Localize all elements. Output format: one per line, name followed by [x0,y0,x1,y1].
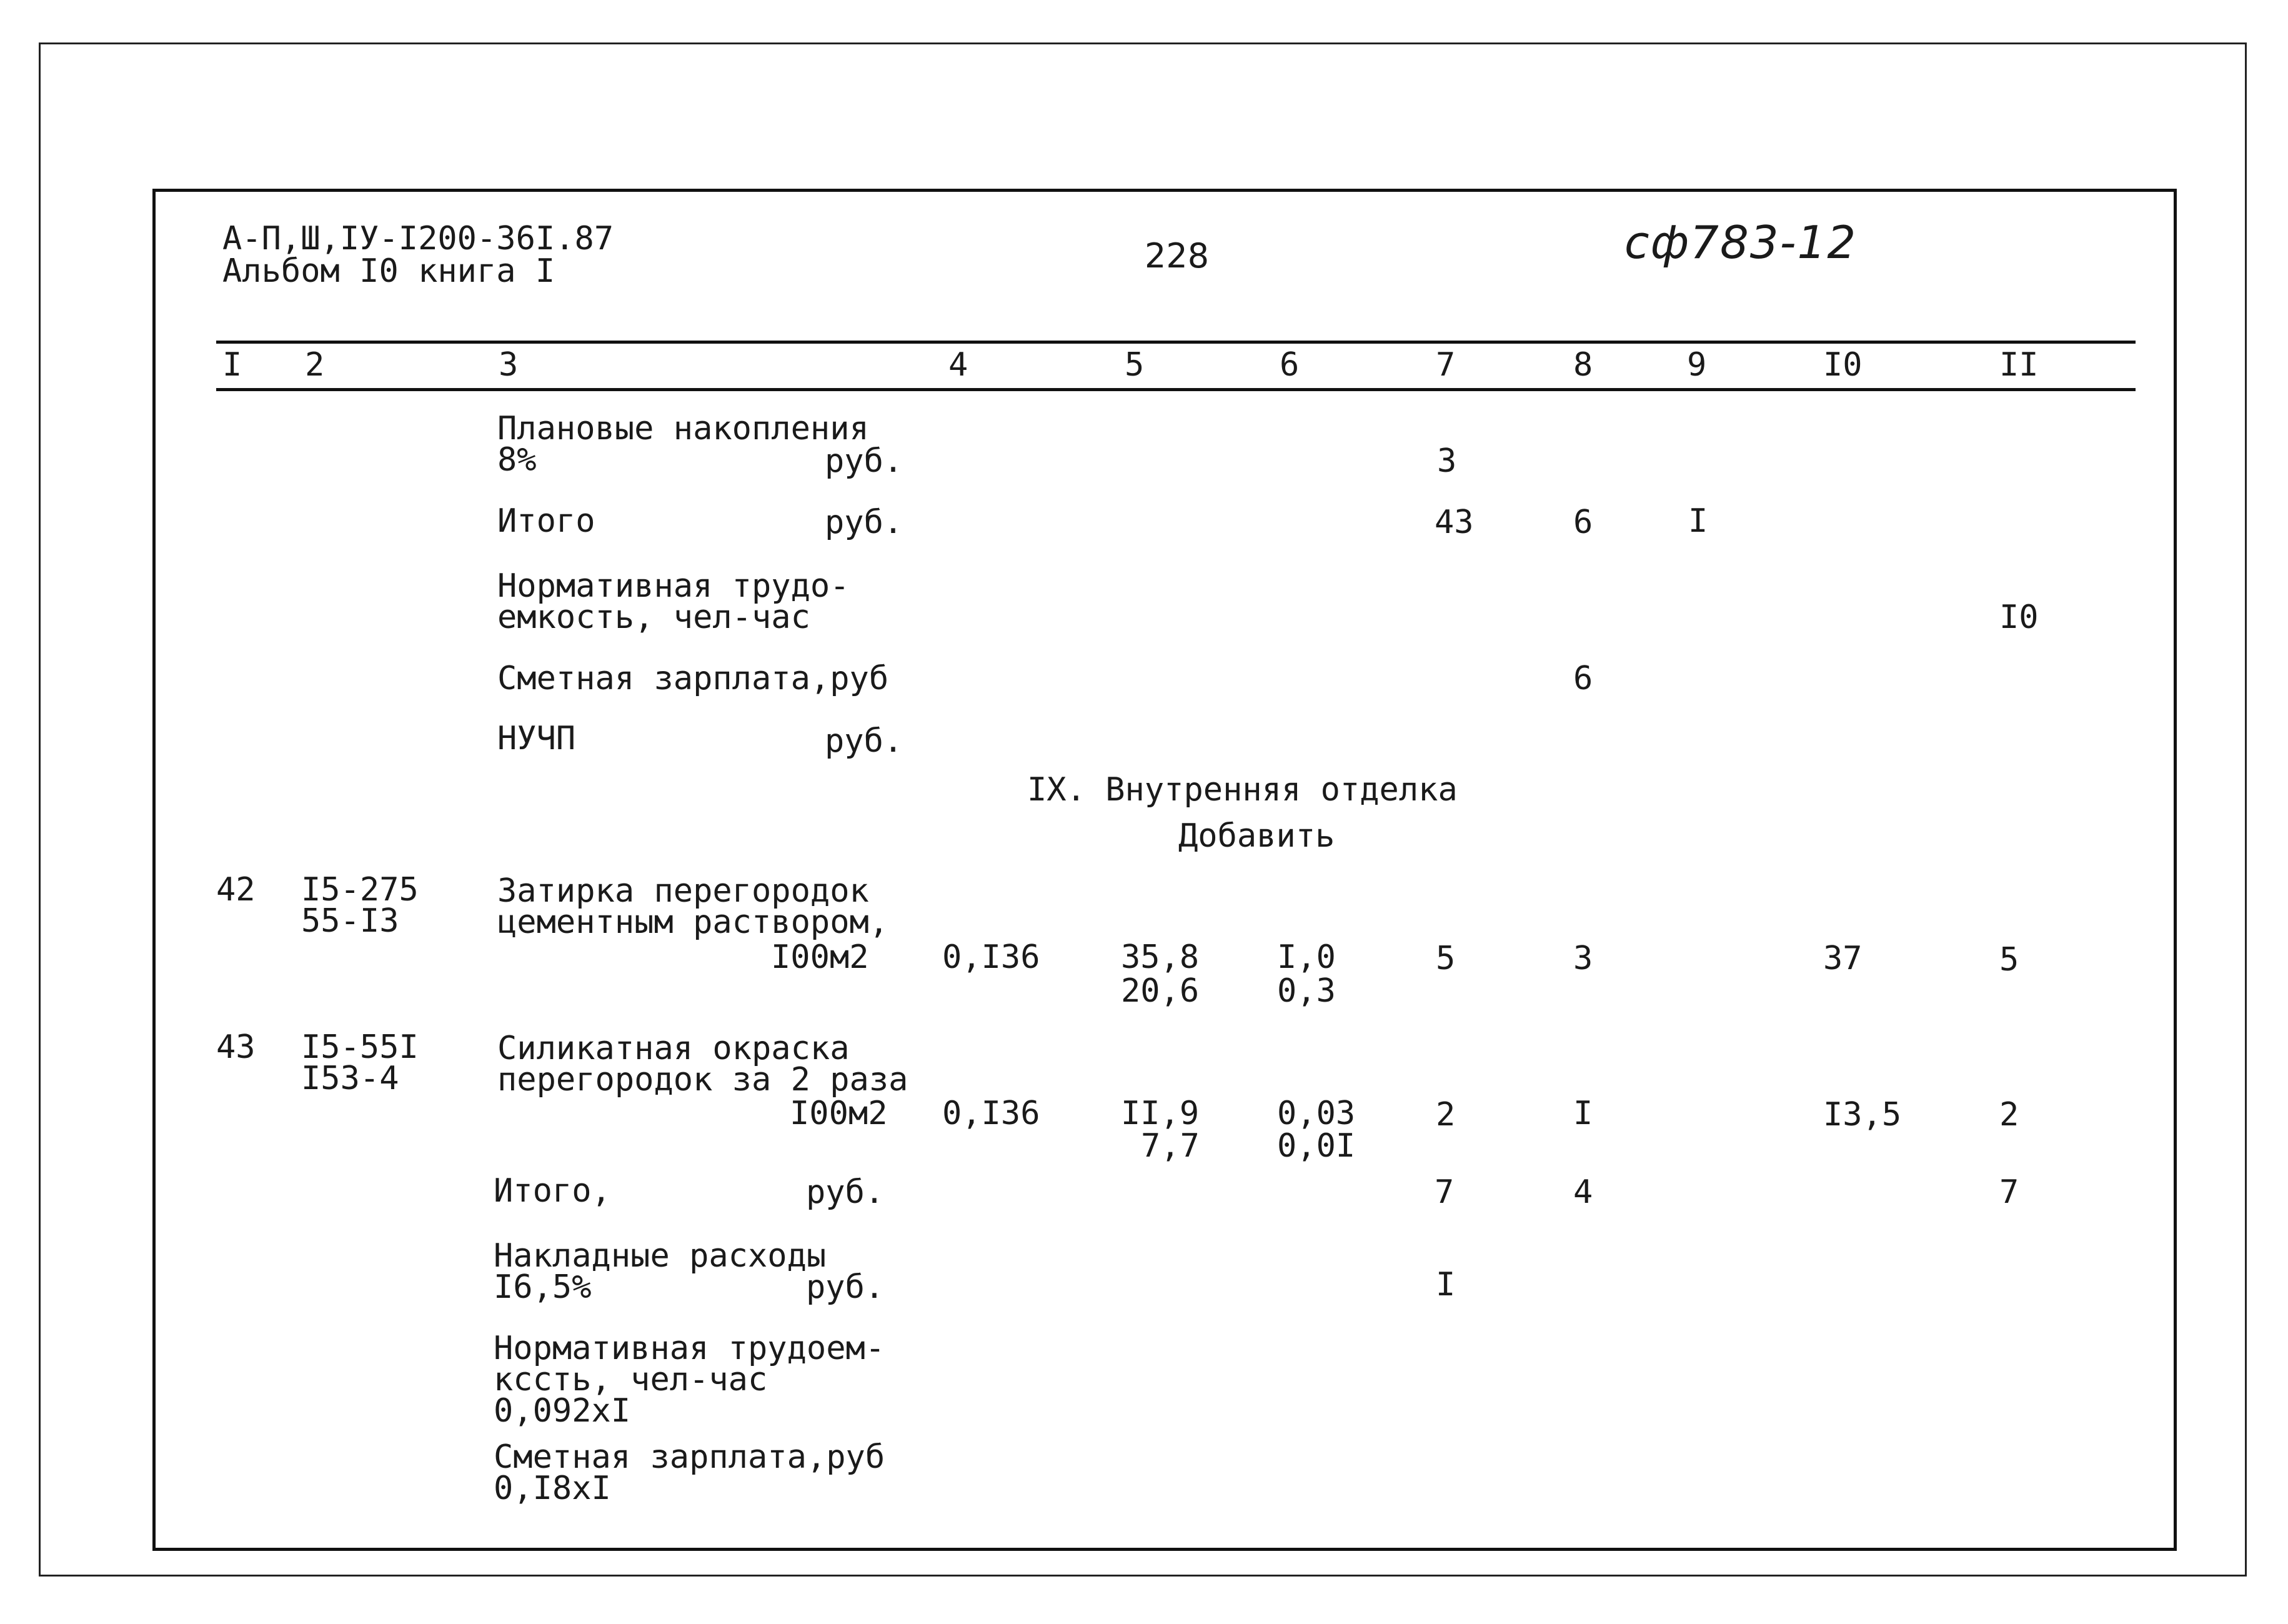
section-subtitle: Добавить [1178,817,1335,855]
row-43-col7: 2 [1436,1096,1456,1133]
column-header-11: II [1999,346,2039,384]
row-42-col8: 3 [1573,940,1593,977]
labor-intensity-2-formula: 0,092хI [494,1392,631,1430]
overhead-col7: I [1436,1266,1456,1303]
estimated-wage-2-label: Сметная зарплата,руб [494,1438,885,1476]
row-43-description-line1: Силикатная окраска [497,1030,850,1067]
row-43-col8: I [1573,1095,1593,1132]
document-designation: А-П,Ш,IУ-I200-36I.87 [222,220,614,257]
section-title: IX. Внутренняя отделка [1027,771,1458,809]
total-1-unit: руб. [825,504,903,541]
total-1-col9: I [1688,502,1708,540]
row-42-code-line1: I5-275 [301,871,419,909]
row-43-unit: I00м2 [790,1095,888,1132]
row-42-col7: 5 [1436,940,1456,977]
row-43-col4: 0,I36 [942,1095,1040,1132]
labor-intensity-2-label-line2: ксcть, чел-час [494,1361,768,1398]
total-1-col7: 43 [1435,504,1474,541]
column-header-7: 7 [1436,346,1456,384]
row-43-col5-top: II,9 [1121,1095,1200,1132]
planned-accumulations-label: Плановые накопления [497,410,869,447]
estimated-wage-2-formula: 0,I8хI [494,1470,611,1507]
row-42-col4: 0,I36 [942,939,1040,976]
planned-accumulations-col7: 3 [1437,442,1457,480]
row-42-number: 42 [216,871,256,909]
table-header-bottom-rule [216,388,2136,391]
row-43-col10: I3,5 [1823,1096,1902,1133]
overhead-label: Накладные расходы [494,1237,827,1275]
nuchp-unit: руб. [825,722,903,760]
row-43-number: 43 [216,1029,256,1066]
column-header-6: 6 [1280,346,1300,384]
document-frame [152,189,2177,1551]
total-2-unit: руб. [806,1173,885,1211]
total-1-col8: 6 [1573,504,1593,541]
labor-intensity-1-label-line1: Нормативная трудо- [497,567,850,605]
total-2-col8: 4 [1573,1173,1593,1211]
total-2-col11: 7 [1999,1173,2019,1211]
row-43-col11: 2 [1999,1096,2019,1133]
column-header-1: I [222,346,242,384]
page-number: 228 [1145,236,1210,276]
total-2-label: Итого, [494,1172,611,1210]
planned-accumulations-percent: 8% [497,441,537,479]
labor-intensity-1-col11: I0 [1999,599,2039,636]
row-42-col6-bottom: 0,3 [1277,972,1336,1010]
row-42-col10: 37 [1823,940,1863,977]
row-42-description-line1: Затирка перегородок [497,872,869,910]
row-43-code-line2: I53-4 [301,1060,399,1097]
row-43-col6-bottom: 0,0I [1277,1127,1356,1165]
album-reference: Альбом I0 книга I [222,252,555,290]
column-header-10: I0 [1823,346,1863,384]
total-1-label: Итого [497,502,595,540]
row-42-col5-top: 35,8 [1121,939,1200,976]
document-stamp: сф783-12 [1624,216,1858,269]
nuchp-label: НУЧП [497,720,576,757]
row-43-code-line1: I5-55I [301,1029,419,1066]
overhead-unit: руб. [806,1268,885,1306]
row-42-col5-bottom: 20,6 [1121,972,1200,1010]
table-header-top-rule [216,341,2136,344]
column-header-5: 5 [1125,346,1145,384]
estimated-wage-1-col8: 6 [1573,660,1593,697]
column-header-8: 8 [1573,346,1593,384]
column-header-4: 4 [948,346,968,384]
labor-intensity-2-label-line1: Нормативная трудоем- [494,1330,885,1367]
row-43-description-line2: перегородок за 2 раза [497,1061,908,1098]
overhead-percent: I6,5% [494,1268,592,1306]
total-2-col7: 7 [1435,1173,1455,1211]
column-header-3: 3 [499,346,519,384]
row-42-unit: I00м2 [771,939,869,976]
row-42-code-line2: 55-I3 [301,902,399,940]
row-42-description-line2: цементным раствором, [497,904,889,941]
estimated-wage-1-label: Сметная зарплата,руб [497,660,889,697]
row-42-col11: 5 [1999,941,2019,979]
row-42-col6-top: I,0 [1277,939,1336,976]
row-43-col6-top: 0,03 [1277,1095,1356,1132]
planned-accumulations-unit: руб. [825,442,903,480]
column-header-9: 9 [1687,346,1707,384]
row-43-col5-bottom: 7,7 [1141,1127,1200,1165]
labor-intensity-1-label-line2: емкость, чел-час [497,599,810,636]
column-header-2: 2 [305,346,325,384]
